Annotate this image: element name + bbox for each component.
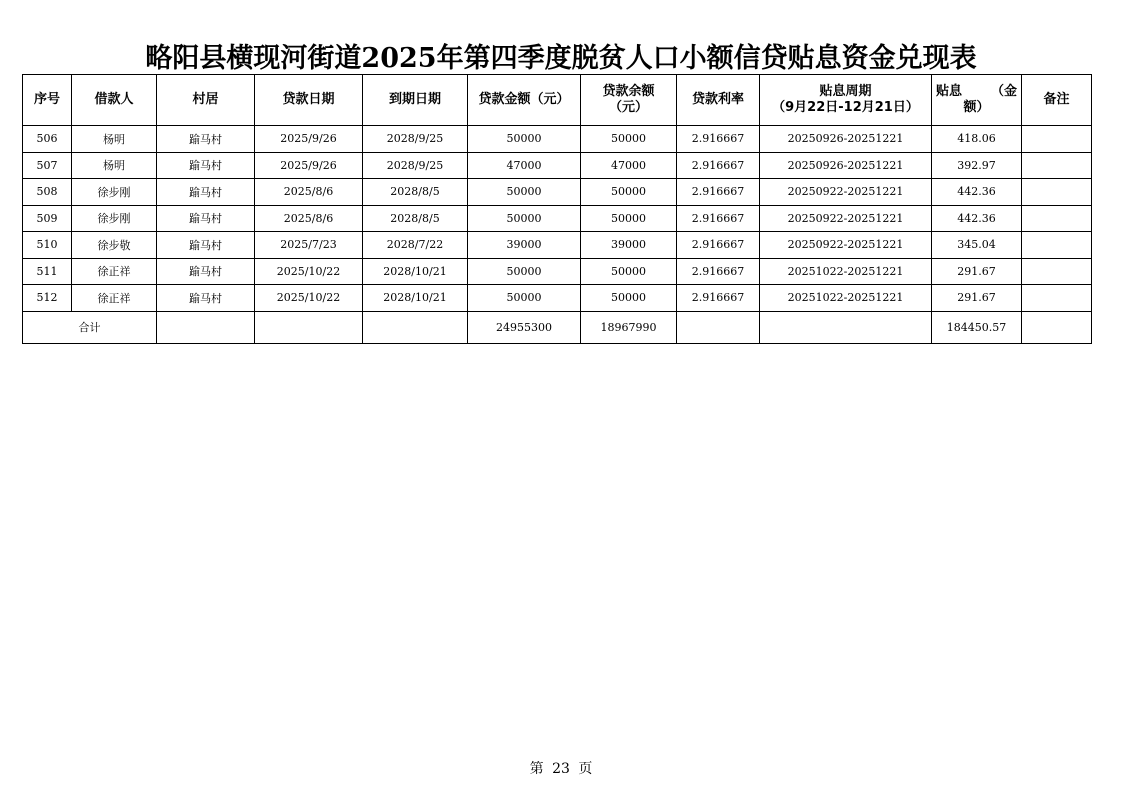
cell-loan-amount: 50000 bbox=[468, 179, 581, 206]
cell-remark bbox=[1022, 126, 1092, 153]
cell-period: 20250922-20251221 bbox=[760, 205, 932, 232]
cell-rate: 2.916667 bbox=[677, 232, 760, 259]
col-header-subsidy bbox=[932, 75, 1022, 126]
cell-remark bbox=[1022, 258, 1092, 285]
subsidy-table bbox=[22, 74, 1092, 344]
cell-subsidy: 418.06 bbox=[932, 126, 1022, 153]
cell-village: 踰马村 bbox=[157, 258, 255, 285]
cell-remark bbox=[1022, 205, 1092, 232]
cell-seq: 510 bbox=[23, 232, 72, 259]
cell-rate: 2.916667 bbox=[677, 179, 760, 206]
table-row bbox=[23, 152, 1092, 179]
cell-seq: 512 bbox=[23, 285, 72, 312]
total-period-cell bbox=[760, 311, 932, 343]
cell-village: 踰马村 bbox=[157, 126, 255, 153]
cell-village: 踰马村 bbox=[157, 285, 255, 312]
col-header-rate: 贷款利率 bbox=[677, 75, 760, 126]
cell-borrower: 徐步刚 bbox=[72, 179, 157, 206]
cell-due-date: 2028/10/21 bbox=[363, 285, 468, 312]
page-title: 略阳县横现河街道2025年第四季度脱贫人口小额信贷贴息资金兑现表 bbox=[145, 43, 977, 74]
col-header-borrower: 借款人 bbox=[72, 75, 157, 126]
cell-period: 20250922-20251221 bbox=[760, 232, 932, 259]
total-loan-date-cell bbox=[255, 311, 363, 343]
cell-due-date: 2028/10/21 bbox=[363, 258, 468, 285]
col-header-loan-amount: 贷款金额（元） bbox=[468, 75, 581, 126]
cell-loan-date: 2025/10/22 bbox=[255, 258, 363, 285]
table-row bbox=[23, 126, 1092, 153]
cell-village: 踰马村 bbox=[157, 205, 255, 232]
cell-balance: 50000 bbox=[581, 258, 677, 285]
cell-loan-amount: 47000 bbox=[468, 152, 581, 179]
cell-period: 20250926-20251221 bbox=[760, 126, 932, 153]
col-header-period bbox=[760, 75, 932, 126]
col-header-period-line2: （9月22日-12月21日） bbox=[772, 100, 919, 115]
col-header-subsidy-a: 贴息 bbox=[936, 84, 963, 99]
cell-seq: 508 bbox=[23, 179, 72, 206]
col-header-subsidy-line1 bbox=[932, 84, 1021, 100]
cell-village: 踰马村 bbox=[157, 179, 255, 206]
cell-village: 踰马村 bbox=[157, 232, 255, 259]
cell-loan-date: 2025/9/26 bbox=[255, 152, 363, 179]
total-loan-amount: 24955300 bbox=[468, 311, 581, 343]
col-header-subsidy-c: 额） bbox=[963, 100, 990, 115]
col-header-due-date: 到期日期 bbox=[363, 75, 468, 126]
cell-balance: 47000 bbox=[581, 152, 677, 179]
cell-period: 20250922-20251221 bbox=[760, 179, 932, 206]
cell-remark bbox=[1022, 232, 1092, 259]
cell-due-date: 2028/9/25 bbox=[363, 126, 468, 153]
table-row bbox=[23, 232, 1092, 259]
cell-borrower: 徐步刚 bbox=[72, 205, 157, 232]
cell-borrower: 徐正祥 bbox=[72, 258, 157, 285]
cell-borrower: 杨明 bbox=[72, 126, 157, 153]
col-header-loan-date: 贷款日期 bbox=[255, 75, 363, 126]
total-village-cell bbox=[157, 311, 255, 343]
cell-loan-date: 2025/8/6 bbox=[255, 179, 363, 206]
cell-due-date: 2028/8/5 bbox=[363, 179, 468, 206]
table-row bbox=[23, 258, 1092, 285]
cell-borrower: 杨明 bbox=[72, 152, 157, 179]
cell-borrower: 徐正祥 bbox=[72, 285, 157, 312]
table-row bbox=[23, 285, 1092, 312]
cell-balance: 39000 bbox=[581, 232, 677, 259]
col-header-village: 村居 bbox=[157, 75, 255, 126]
cell-seq: 507 bbox=[23, 152, 72, 179]
cell-remark bbox=[1022, 285, 1092, 312]
col-header-remark: 备注 bbox=[1022, 75, 1092, 126]
cell-loan-date: 2025/7/23 bbox=[255, 232, 363, 259]
cell-loan-amount: 50000 bbox=[468, 205, 581, 232]
total-subsidy: 184450.57 bbox=[932, 311, 1022, 343]
cell-subsidy: 345.04 bbox=[932, 232, 1022, 259]
cell-subsidy: 291.67 bbox=[932, 285, 1022, 312]
cell-loan-amount: 50000 bbox=[468, 258, 581, 285]
cell-period: 20251022-20251221 bbox=[760, 258, 932, 285]
cell-subsidy: 442.36 bbox=[932, 205, 1022, 232]
cell-loan-date: 2025/8/6 bbox=[255, 205, 363, 232]
cell-rate: 2.916667 bbox=[677, 285, 760, 312]
cell-remark bbox=[1022, 179, 1092, 206]
table-row bbox=[23, 205, 1092, 232]
cell-loan-amount: 39000 bbox=[468, 232, 581, 259]
cell-due-date: 2028/7/22 bbox=[363, 232, 468, 259]
col-header-balance bbox=[581, 75, 677, 126]
cell-borrower: 徐步敬 bbox=[72, 232, 157, 259]
cell-seq: 506 bbox=[23, 126, 72, 153]
cell-rate: 2.916667 bbox=[677, 152, 760, 179]
cell-balance: 50000 bbox=[581, 205, 677, 232]
cell-balance: 50000 bbox=[581, 285, 677, 312]
cell-due-date: 2028/9/25 bbox=[363, 152, 468, 179]
cell-balance: 50000 bbox=[581, 179, 677, 206]
col-header-subsidy-b: （金 bbox=[990, 84, 1017, 99]
cell-rate: 2.916667 bbox=[677, 258, 760, 285]
cell-rate: 2.916667 bbox=[677, 126, 760, 153]
col-header-seq: 序号 bbox=[23, 75, 72, 126]
cell-remark bbox=[1022, 152, 1092, 179]
table-header-row bbox=[23, 75, 1092, 126]
cell-due-date: 2028/8/5 bbox=[363, 205, 468, 232]
cell-balance: 50000 bbox=[581, 126, 677, 153]
cell-rate: 2.916667 bbox=[677, 205, 760, 232]
total-rate-cell bbox=[677, 311, 760, 343]
col-header-balance-line1: 贷款余额 bbox=[602, 84, 655, 99]
cell-loan-date: 2025/9/26 bbox=[255, 126, 363, 153]
cell-seq: 509 bbox=[23, 205, 72, 232]
total-balance: 18967990 bbox=[581, 311, 677, 343]
cell-subsidy: 442.36 bbox=[932, 179, 1022, 206]
cell-loan-amount: 50000 bbox=[468, 285, 581, 312]
cell-loan-amount: 50000 bbox=[468, 126, 581, 153]
table-row bbox=[23, 179, 1092, 206]
total-due-date-cell bbox=[363, 311, 468, 343]
cell-period: 20250926-20251221 bbox=[760, 152, 932, 179]
cell-loan-date: 2025/10/22 bbox=[255, 285, 363, 312]
table-body bbox=[23, 126, 1092, 312]
col-header-period-line1: 贴息周期 bbox=[819, 84, 872, 99]
page-number: 第 23 页 bbox=[529, 761, 593, 777]
cell-village: 踰马村 bbox=[157, 152, 255, 179]
cell-subsidy: 291.67 bbox=[932, 258, 1022, 285]
col-header-balance-line2: （元） bbox=[608, 100, 648, 115]
total-remark-cell bbox=[1022, 311, 1092, 343]
cell-period: 20251022-20251221 bbox=[760, 285, 932, 312]
cell-seq: 511 bbox=[23, 258, 72, 285]
total-label: 合计 bbox=[23, 311, 157, 343]
total-row bbox=[23, 311, 1092, 343]
cell-subsidy: 392.97 bbox=[932, 152, 1022, 179]
